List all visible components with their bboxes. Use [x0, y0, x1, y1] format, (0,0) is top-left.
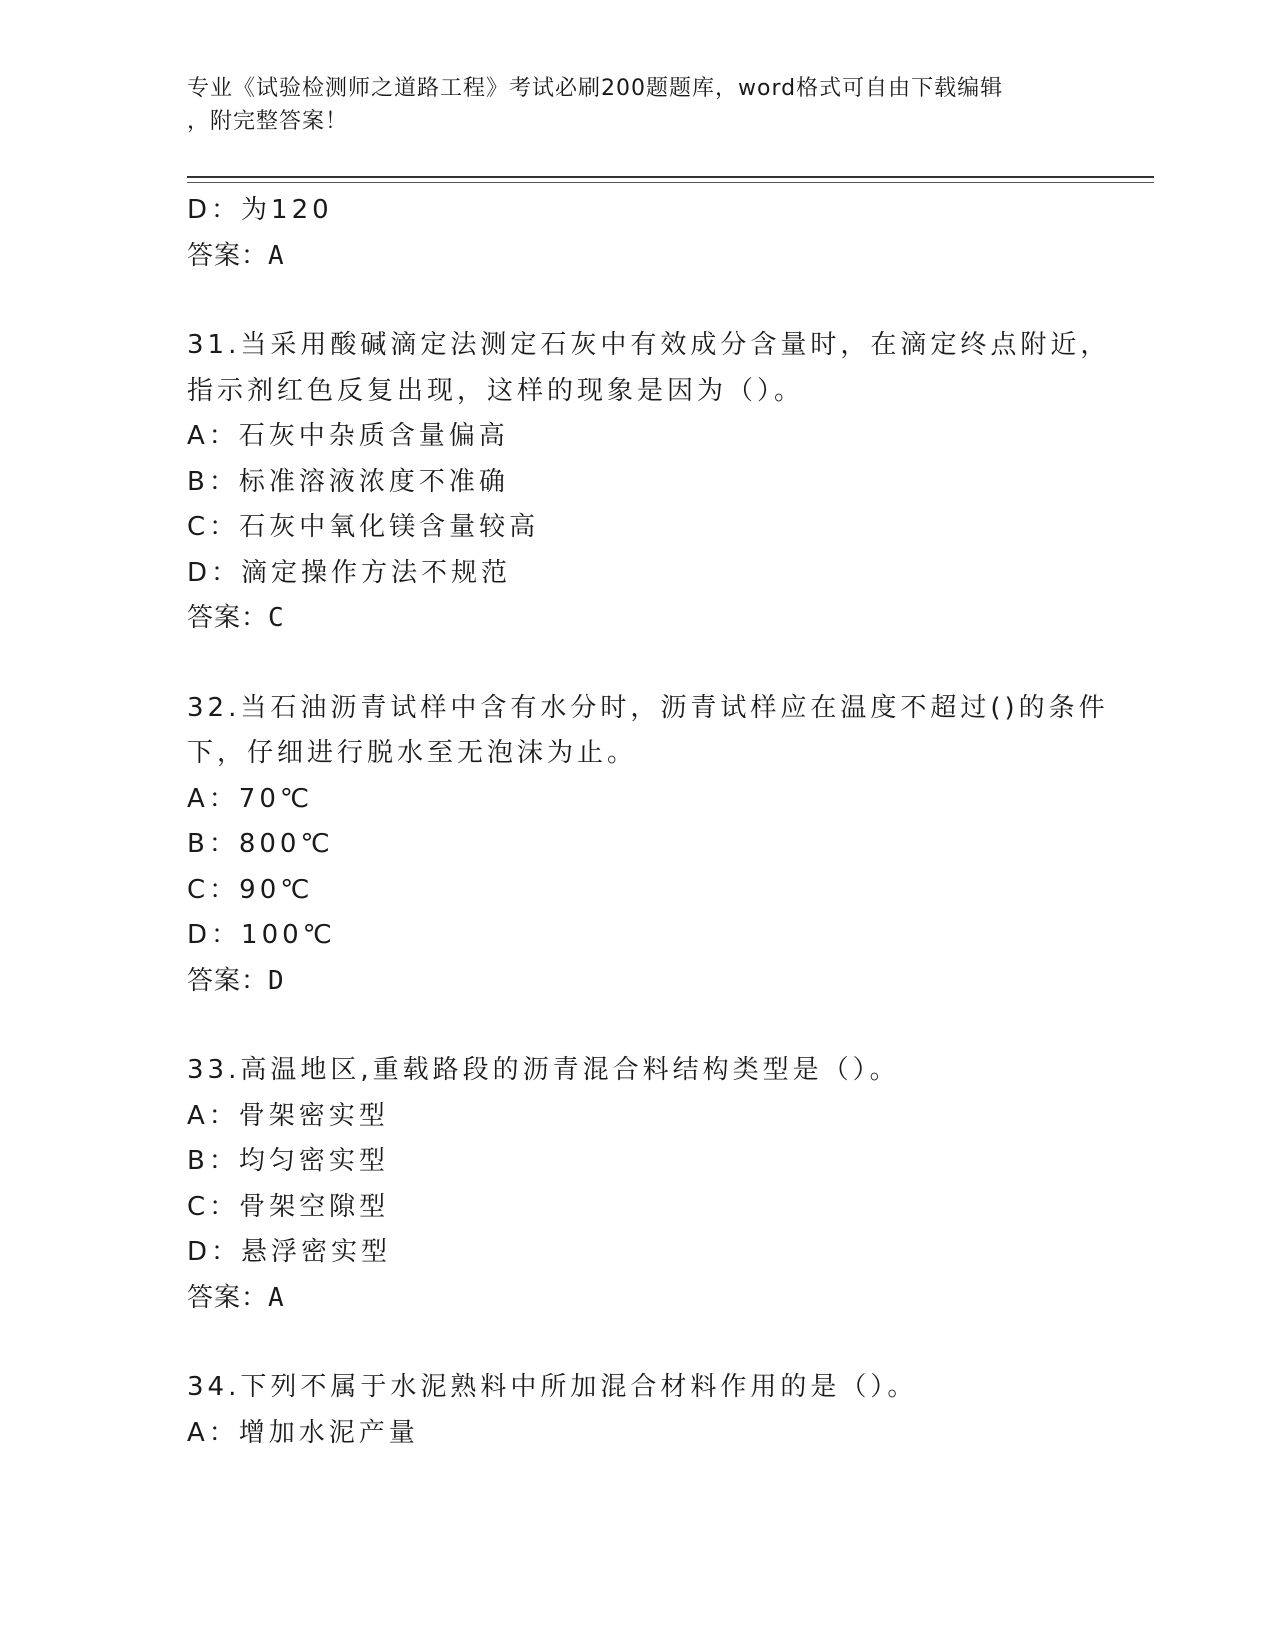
header-rule-thick [187, 176, 1154, 178]
header-title-line2: ，附完整答案！ [187, 109, 349, 134]
answer-line: 答案：C [187, 603, 285, 633]
header-rule-thin [187, 182, 1154, 183]
option-a: A：石灰中杂质含量偏高 [187, 421, 509, 451]
option-b: B：800℃ [187, 829, 334, 859]
option-b: B：标准溶液浓度不准确 [187, 466, 509, 497]
answer-line: 答案：A [187, 1282, 285, 1313]
option-a: A：骨架密实型 [187, 1100, 389, 1131]
question-stem: 33.高温地区,重载路段的沥青混合料结构类型是（）。 [187, 1055, 900, 1085]
question-block-prev [187, 188, 1087, 279]
option-b: B：均匀密实型 [187, 1146, 389, 1176]
option-c: C：骨架空隙型 [187, 1191, 390, 1222]
question-block-31 [187, 323, 1111, 642]
option-d: D：100℃ [187, 920, 336, 950]
question-block-32 [187, 686, 1109, 1005]
option-a: A：70℃ [187, 783, 314, 814]
question-block-34 [187, 1365, 1087, 1456]
document-body [187, 188, 1111, 1456]
option-a: A：增加水泥产量 [187, 1417, 419, 1448]
option-d: D：为120 [187, 195, 333, 225]
question-stem-continued: 指示剂红色反复出现，这样的现象是因为（）。 [187, 375, 805, 406]
answer-line: 答案：A [187, 240, 285, 271]
header-title-line1: 专业《试验检测师之道路工程》考试必刷200题题库，word格式可自由下载编辑 [187, 76, 1004, 101]
question-stem: 31.当采用酸碱滴定法测定石灰中有效成分含量时，在滴定终点附近， [187, 330, 1111, 360]
question-stem: 32.当石油沥青试样中含有水分时，沥青试样应在温度不超过()的条件 [187, 692, 1109, 723]
answer-line: 答案：D [187, 965, 285, 996]
option-c: C：石灰中氧化镁含量较高 [187, 512, 540, 542]
question-stem: 34.下列不属于水泥熟料中所加混合材料作用的是（）。 [187, 1372, 918, 1402]
option-d: D：悬浮密实型 [187, 1237, 392, 1267]
option-d: D：滴定操作方法不规范 [187, 557, 512, 588]
question-stem-continued: 下，仔细进行脱水至无泡沫为止。 [187, 738, 638, 768]
option-c: C：90℃ [187, 874, 314, 905]
document-header [187, 72, 1087, 138]
question-block-33 [187, 1048, 1087, 1321]
